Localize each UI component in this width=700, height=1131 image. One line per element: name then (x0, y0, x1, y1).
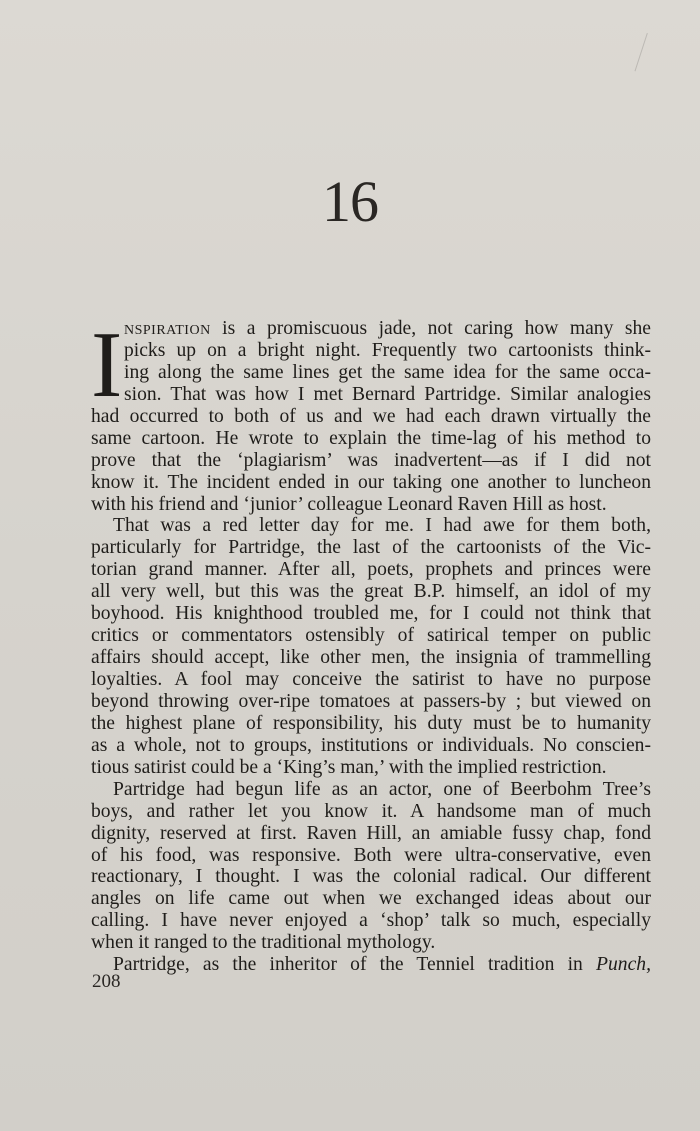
text-line: That was a red letter day for me. I had awe for them both, (113, 515, 651, 537)
text-line: particularly for Partridge, the last of the cartoonists of the Vic- (91, 537, 651, 559)
text-line: had occurred to both of us and we had each drawn virtually the (91, 405, 651, 427)
text-line: torian grand manner. After all, poets, prophets and princes were (91, 559, 651, 581)
text-line: know it. The incident ended in our taking one another to luncheon (91, 471, 651, 493)
chapter-number: 16 (322, 169, 378, 234)
text-line: prove that the ‘plagiarism’ was inadvertent—as if I did not (91, 449, 651, 471)
text-line: dignity, reserved at first. Raven Hill, an amiable fussy chap, fond (91, 822, 651, 844)
text-line: nspiration is a promiscuous jade, not caring how many she (124, 318, 651, 339)
text-line: critics or commentators ostensibly of satirical temper on public (91, 625, 651, 647)
italic-title: Punch, (596, 954, 651, 976)
drop-cap: I (91, 313, 123, 417)
text-line: all very well, but this was the great B.P. himself, an idol of my (91, 581, 651, 603)
text-line: tious satirist could be a ‘King’s man,’ with the implied restriction. (91, 756, 607, 778)
opening-smallcaps: nspiration (124, 318, 211, 339)
text-line: boyhood. His knighthood troubled me, for I could not think that (91, 603, 651, 625)
text-line: ing along the same lines get the same idea for the same occa- (124, 361, 651, 383)
text-line: picks up on a bright night. Frequently two cartoonists think- (124, 339, 651, 361)
text-line: the highest plane of responsibility, his duty must be to humanity (91, 712, 651, 734)
text-line: Partridge, as the inheritor of the Tenniel tradition in Punch, (113, 954, 651, 976)
text-line: same cartoon. He wrote to explain the time-lag of his method to (91, 427, 651, 449)
text-line: with his friend and ‘junior’ colleague Leonard Raven Hill as host. (91, 493, 607, 515)
text-line: when it ranged to the traditional mythology. (91, 932, 436, 954)
text-line: sion. That was how I met Bernard Partridge. Similar analogies (124, 383, 651, 405)
text-line: Partridge had begun life as an actor, one of Beerbohm Tree’s (113, 778, 651, 800)
stray-pencil-mark (621, 29, 648, 72)
text-line: as a whole, not to groups, institutions or individuals. No conscien- (91, 734, 651, 756)
text-line: affairs should accept, like other men, the insignia of trammelling (91, 647, 651, 669)
text-line: angles on life came out when we exchanged ideas about our (91, 888, 651, 910)
text-line: loyalties. A fool may conceive the satirist to have no purpose (91, 669, 651, 690)
text-line: reactionary, I thought. I was the colonial radical. Our different (91, 866, 651, 888)
text-line: beyond throwing over-ripe tomatoes at passers-by ; but viewed on (91, 690, 651, 712)
text-line: of his food, was responsive. Both were ultra-conservative, even (91, 844, 651, 866)
text-line: calling. I have never enjoyed a ‘shop’ talk so much, especially (91, 910, 651, 932)
text-line: boys, and rather let you know it. A handsome man of much (91, 800, 651, 822)
body-text (91, 313, 651, 976)
page-number: 208 (92, 971, 121, 992)
